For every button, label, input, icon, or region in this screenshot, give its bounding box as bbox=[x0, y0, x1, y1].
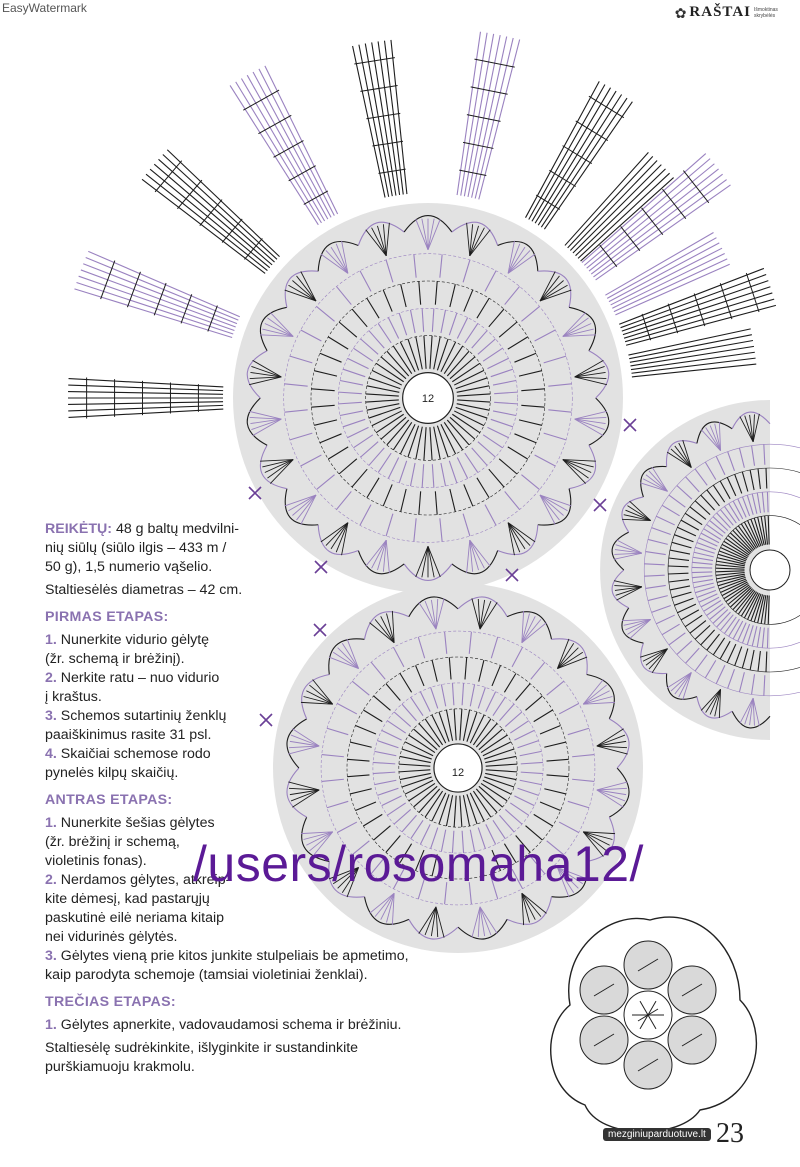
stage-1-step-1 bbox=[45, 631, 260, 650]
stage-2-step-2-cont-2: paskutinė eilė neriama kitaip bbox=[45, 910, 225, 926]
brand-subtitle: Išmoktinas skrybėlės bbox=[754, 6, 778, 19]
materials-line-3: 50 g), 1,5 numerio vąšelio. bbox=[45, 559, 213, 575]
diameter-text: Staltiesėlės diametras – 42 cm. bbox=[45, 582, 243, 598]
petal-spoke bbox=[538, 94, 621, 225]
materials-line-2: nių siūlų (siūlo ilgis – 433 m / bbox=[45, 540, 227, 556]
step-number: 3. bbox=[45, 948, 57, 964]
center-count-label-middle: 12 bbox=[451, 767, 465, 779]
stage-2-step-3-cont: kaip parodyta schemoje (tamsiai violetiniai ženklai). bbox=[45, 967, 368, 983]
finishing-text-1: Staltiesėlę sudrėkinkite, išlyginkite ir sustandinkite bbox=[45, 1040, 359, 1056]
step-text: Nunerkite vidurio gėlytę bbox=[56, 632, 210, 648]
join-cross-mark bbox=[624, 419, 636, 431]
petal-crossbar bbox=[304, 191, 328, 204]
stitch-mark bbox=[692, 567, 712, 568]
stage-3-step-1 bbox=[45, 1016, 475, 1035]
petal-spoke bbox=[142, 179, 265, 273]
materials-text-1: 48 g baltų medvilni- bbox=[112, 521, 239, 537]
materials-line-1 bbox=[45, 520, 290, 539]
petal-crossbar bbox=[274, 141, 304, 158]
partial-center-ring bbox=[750, 550, 790, 590]
stage-2-step-1-cont-2: violetinis fonas). bbox=[45, 853, 147, 869]
stitch-mark bbox=[767, 628, 768, 648]
step-number: 2. bbox=[45, 872, 57, 888]
stage-2-step-1-cont-1: (žr. brėžinį ir schemą, bbox=[45, 834, 180, 850]
watermark-label: EasyWatermark bbox=[2, 1, 87, 15]
petal-spoke bbox=[159, 159, 275, 262]
stage-1-step-2-cont: į kraštus. bbox=[45, 689, 102, 705]
join-cross-mark bbox=[594, 499, 606, 511]
stage-1-step-3 bbox=[45, 707, 260, 726]
step-text: Gėlytes vieną prie kitos junkite stulpeliais be apmetimo, bbox=[56, 948, 409, 964]
petal-spoke bbox=[541, 98, 627, 227]
stage-2-step-3 bbox=[45, 947, 475, 966]
step-text: Schemos sutartinių ženklų bbox=[56, 708, 227, 724]
stitch-mark bbox=[767, 492, 768, 512]
petal-spoke bbox=[68, 402, 223, 405]
stage-1-step-3-cont: paaiškinimus rasite 31 psl. bbox=[45, 727, 212, 743]
petal-spoke bbox=[68, 392, 223, 395]
petal-spoke bbox=[353, 46, 385, 198]
footer-website: mezginiuparduotuve.lt bbox=[603, 1128, 711, 1141]
user-overlay-text: /users/rosomaha12/ bbox=[193, 836, 644, 892]
petal-spoke bbox=[573, 165, 661, 253]
step-number: 2. bbox=[45, 670, 57, 686]
stitch-mark bbox=[692, 572, 712, 573]
petal-spoke bbox=[630, 346, 753, 366]
step-text: Nerdamos gėlytes, atkreip- bbox=[56, 872, 231, 888]
petal-spoke bbox=[146, 174, 267, 270]
stage-2-step-1 bbox=[45, 814, 260, 833]
step-number: 1. bbox=[45, 1017, 57, 1033]
petal-spoke bbox=[150, 169, 270, 268]
stage-1-heading: PIRMAS ETAPAS: bbox=[45, 609, 169, 625]
step-number: 1. bbox=[45, 632, 57, 648]
petal-spoke bbox=[154, 164, 272, 265]
materials-label: REIKĖTŲ: bbox=[45, 521, 112, 537]
petal-spoke bbox=[570, 160, 657, 250]
petal-spoke bbox=[630, 341, 753, 363]
flower-icon: ✿ bbox=[674, 4, 687, 21]
finishing-text-2: purškiamuoju krakmolu. bbox=[45, 1059, 195, 1075]
petal-crossbar bbox=[289, 166, 316, 181]
stage-1-step-4-cont: pynelės kilpų skaičių. bbox=[45, 765, 179, 781]
petal-crossbar bbox=[243, 90, 279, 110]
stage-2-step-2-cont-1: kite dėmesį, kad pastarųjų bbox=[45, 891, 210, 907]
step-text: Nunerkite šešias gėlytes bbox=[56, 815, 215, 831]
flower-background bbox=[600, 400, 770, 740]
petal-spoke bbox=[532, 88, 611, 222]
instructions bbox=[45, 520, 465, 1077]
page-number: 23 bbox=[716, 1118, 744, 1149]
center-count-label-top: 12 bbox=[421, 393, 435, 405]
petal-spoke bbox=[529, 84, 605, 219]
petal-spoke bbox=[163, 154, 277, 259]
stage-3-heading: TREČIAS ETAPAS: bbox=[45, 994, 176, 1010]
petal-spoke bbox=[625, 299, 774, 342]
petal-spoke bbox=[576, 169, 666, 256]
assembly-schematic bbox=[551, 917, 757, 1132]
step-number: 1. bbox=[45, 815, 57, 831]
brand-name: RAŠTAI bbox=[689, 4, 751, 20]
stage-1-step-2 bbox=[45, 669, 260, 688]
step-number: 3. bbox=[45, 708, 57, 724]
step-text: Gėlytes apnerkite, vadovaudamosi schema ir brėžiniu. bbox=[56, 1017, 402, 1033]
petal-spoke bbox=[628, 329, 750, 355]
step-text: Nerkite ratu – nuo vidurio bbox=[56, 670, 220, 686]
petal-spoke bbox=[544, 102, 632, 230]
right-flower-chart bbox=[600, 400, 800, 740]
petal-spoke bbox=[535, 91, 616, 223]
petal-spoke bbox=[526, 81, 600, 217]
petal-crossbar bbox=[258, 115, 291, 133]
stage-2-heading: ANTRAS ETAPAS: bbox=[45, 792, 173, 808]
step-number: 4. bbox=[45, 746, 57, 762]
step-text: Skaičiai schemose rodo bbox=[56, 746, 211, 762]
stage-2-step-2-cont-3: nei vidurinės gėlytės. bbox=[45, 929, 178, 945]
stage-1-step-4 bbox=[45, 745, 260, 764]
stage-1-step-1-cont: (žr. schemą ir brėžinį). bbox=[45, 651, 185, 667]
